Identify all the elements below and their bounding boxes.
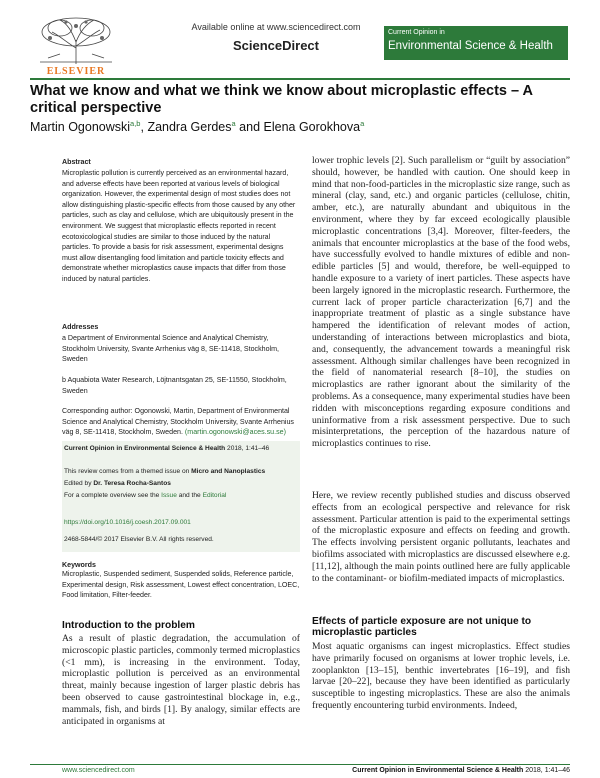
addresses-heading: Addresses bbox=[62, 323, 99, 331]
article-info-box bbox=[62, 441, 300, 552]
themed-prefix: This review comes from a themed issue on bbox=[64, 468, 192, 475]
footer-journal: Current Opinion in Environmental Science & Health bbox=[352, 767, 524, 774]
overview-prefix: For a complete overview see the bbox=[64, 492, 162, 499]
author-affiliation[interactable]: a bbox=[360, 119, 365, 128]
author-email-link[interactable]: (martin.ogonowski@aces.su.se) bbox=[184, 428, 286, 437]
sciencedirect-link[interactable]: www.sciencedirect.com bbox=[266, 22, 361, 32]
footer-pages: 2018, 1:41–46 bbox=[523, 767, 570, 774]
corresponding-author bbox=[62, 406, 300, 438]
elsevier-wordmark: ELSEVIER bbox=[46, 66, 106, 77]
overview-line bbox=[64, 491, 298, 500]
corresponding-text: Corresponding author: Ogonowski, Martin, Department of Environmental Science and Analytical Chemistry, Stockholm University, Svante Arrhenius väg 8, SE-11418, Stockholm, Sweden. bbox=[62, 407, 294, 437]
overview-mid: and the bbox=[176, 492, 203, 499]
editor-line bbox=[64, 479, 298, 488]
article-title: What we know and what we think we know about microplastic effects – A critical perspective bbox=[30, 83, 533, 116]
keywords-heading: Keywords bbox=[62, 561, 96, 569]
themed-issue-line bbox=[64, 467, 298, 476]
editorial-link[interactable]: Editorial bbox=[202, 492, 227, 499]
author-separator: and bbox=[235, 120, 264, 135]
keywords-text: Microplastic, Suspended sediment, Suspended solids, Reference particle, Experimental design, Risk assessment, Lowest effect concentration, LOEC, Food limitation, Filter-feeder. bbox=[62, 570, 300, 600]
author-affiliation[interactable]: a,b bbox=[130, 119, 141, 128]
body-paragraph-2: Here, we review recently published studies and discuss observed effects from an ecological perspective and relevance for risk assessment. Particular attention is paid to the experimental settings of the microplastic exposure and effects on feeding and growth. The effects involving persistent organic pollutants, leachates and biofilms associated with microplastics are discussed elsewhere e.g. [11,12], although the main points outlined here are fully applicable to the contaminant- or biofilm-mediated impacts of microplastics. bbox=[312, 490, 570, 584]
author-name[interactable]: Zandra Gerdes bbox=[147, 120, 232, 135]
author-affiliation[interactable]: a bbox=[231, 119, 236, 128]
author-name[interactable]: Elena Gorokhova bbox=[263, 120, 361, 135]
issue-link[interactable]: Issue bbox=[161, 492, 177, 499]
citation-journal: Current Opinion in Environmental Science & Health bbox=[64, 445, 226, 452]
footer-sciencedirect-link[interactable]: www.sciencedirect.com bbox=[62, 767, 135, 774]
availability-prefix: Available online at bbox=[191, 22, 267, 32]
journal-banner-name: Environmental Science & Health bbox=[388, 40, 553, 52]
availability-line bbox=[136, 22, 416, 32]
intro-heading: Introduction to the problem bbox=[62, 620, 195, 631]
elsevier-logo[interactable] bbox=[30, 14, 122, 76]
author-separator: , bbox=[140, 120, 148, 135]
header-divider bbox=[30, 78, 570, 80]
abstract-heading: Abstract bbox=[62, 158, 91, 166]
address-b: b Aquabiota Water Research, Löjtnantsgatan 25, SE-11550, Stockholm, Sweden bbox=[62, 376, 287, 395]
copyright-notice: 2468-5844/© 2017 Elsevier B.V. All rights reserved. bbox=[64, 536, 214, 543]
author-list bbox=[30, 119, 570, 134]
abstract-text: Microplastic pollution is currently perceived as an environmental hazard, and adverse effects have been reported at various levels of biological organization. However, the experimental design of most studies does not allow distinguishing plastic-specific effects from those caused by any other particles, such as clay and cellulose, which are ubiquitously present in the environment. We suggest that microplastic effects reported in recent ecotoxicological studies are similar to those induced by the natural particles. To provide a basis for risk assessment, experimental designs must allow disentangling food limitation and particle toxicity effects and demonstrate whether microplastics cause impacts that differ from those induced by natural particles. bbox=[62, 169, 296, 283]
journal-banner bbox=[384, 26, 568, 60]
themed-issue-name: Micro and Nanoplastics bbox=[191, 468, 266, 475]
intro-paragraph: As a result of plastic degradation, the accumulation of microscopic plastic particles, commonly termed microplastics (<1 mm), is increasing in the environment. Today, microplastic pollution is perceived as an environmental threat, mainly because ingestion of larger plastic debris has been observed to cause gastrointestinal blockage in, e.g., mammals, fish, and birds [1]. By analogy, similar effects are anticipated in organisms at bbox=[62, 633, 300, 727]
address-a: a Department of Environmental Science and Analytical Chemistry, Stockholm University, Svante Arrhenius väg 8, SE-11418, Stockholm, Sweden bbox=[62, 334, 279, 364]
editor-name: Dr. Teresa Rocha-Santos bbox=[93, 480, 171, 487]
body-paragraph-1: lower trophic levels [2]. Such parallelism or “guilt by association” should, however, be handled with caution. One should keep in mind that non-food-particles in the microplastic size range, such as mineral (clay, sand, etc.) and organic particles (cellulose, chitin, amber, etc.), are naturally abundant and ubiquitous in the environment, where they by far exceed ecologically plausible microplastic concentrations [3,4]. Moreover, filter-feeders, the animals that encounter microplastics at the base of the food webs, have successfully evolved to handle mixtures of edible and non-edible particles [5] and would, therefore, be well-equipped to handle exposure to a variety of inert particles. These aspects have been largely ignored in the microplastic research. Furthermore, the current lack of proper particle characterization [6,7] and the inappropriate treatment of plastic as a single substance have hampered the identification of relevant modes of action, understanding of interactions between microplastics and biota, and, consequently, the advancement towards a meaningful risk assessment. Although similar challenges have been recognized in the field of nanomaterial research [8–10], the studies on microplastics are rather ignorant about the similarity of the problems. As a consequence, many experimental studies have been ridden with misconceptions regarding exposure conditions and uninformative from a risk assessment perspective. Due to such misinterpretations, the perception of the hazardous nature of microplastics continues to rise. bbox=[312, 155, 570, 450]
edited-prefix: Edited by bbox=[64, 480, 94, 487]
journal-banner-label: Current Opinion in bbox=[388, 29, 445, 36]
author-name[interactable]: Martin Ogonowski bbox=[30, 120, 131, 135]
doi-link[interactable]: https://doi.org/10.1016/j.coesh.2017.09.001 bbox=[64, 519, 191, 526]
section-heading-effects: Effects of particle exposure are not unique to microplastic particles bbox=[312, 616, 532, 638]
citation-details: 2018, 1:41–46 bbox=[225, 445, 270, 452]
platform-name: ScienceDirect bbox=[233, 38, 319, 53]
tree-logo-icon bbox=[30, 14, 122, 66]
citation bbox=[64, 444, 298, 453]
body-paragraph-3: Most aquatic organisms can ingest microplastics. Effect studies have primarily focused on organisms at lower trophic levels, i.e. zooplankton [13–15], benthic invertebrates [16–19], and fish larvae [20–22], because they have been identified as particularly susceptible to ingesting microplastics. These are also the animals frequently encountering turbid environments. Indeed, bbox=[312, 641, 570, 711]
footer-citation bbox=[300, 767, 570, 774]
footer-divider bbox=[30, 764, 570, 765]
